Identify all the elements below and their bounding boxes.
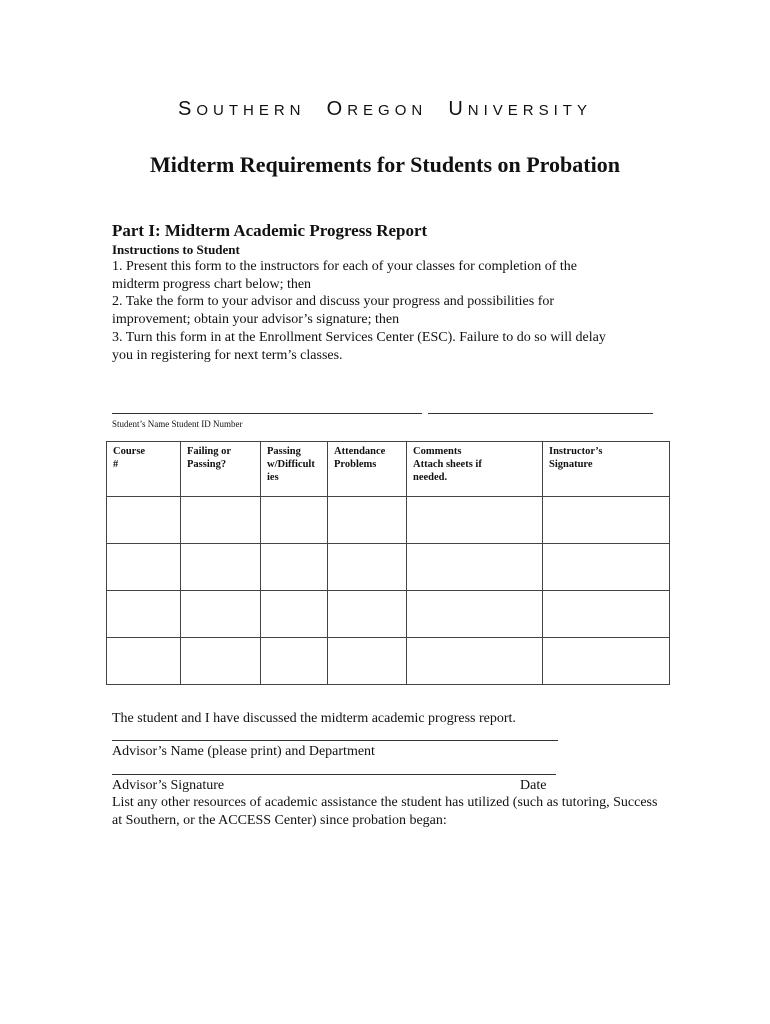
instruction-line: you in registering for next term’s classes. [112,348,343,363]
advisor-name-label: Advisor’s Name (please print) and Department [112,744,375,759]
table-cell[interactable] [543,591,670,638]
advisor-signature-line[interactable] [112,774,556,775]
table-cell[interactable] [543,497,670,544]
table-cell[interactable] [407,544,543,591]
progress-table [106,441,670,685]
advisor-name-line[interactable] [112,740,558,741]
header-instructor-signature: Instructor’s Signature [543,442,670,497]
table-cell[interactable] [328,497,407,544]
instruction-line: 2. Take the form to your advisor and discuss your progress and possibilities for [112,294,555,309]
table-row [107,544,670,591]
header-comments: Comments Attach sheets if needed. [407,442,543,497]
table-cell[interactable] [543,544,670,591]
table-cell[interactable] [261,591,328,638]
table-cell[interactable] [107,497,181,544]
table-cell[interactable] [328,591,407,638]
header-passing-difficulties: Passing w/Difficult ies [261,442,328,497]
header-failing-passing: Failing or Passing? [181,442,261,497]
header-course: Course # [107,442,181,497]
advisor-signature-label: Advisor’s Signature [112,778,225,793]
instruction-line: 3. Turn this form in at the Enrollment Services Center (ESC). Failure to do so will delay [112,330,606,345]
table-cell[interactable] [407,591,543,638]
discussed-statement: The student and I have discussed the midterm academic progress report. [112,711,516,726]
table-cell[interactable] [107,544,181,591]
header-attendance: Attendance Problems [328,442,407,497]
student-name-line[interactable] [112,413,422,414]
date-label: Date [520,778,547,793]
table-cell[interactable] [261,638,328,685]
document-title: Midterm Requirements for Students on Probation [150,152,620,177]
table-cell[interactable] [543,638,670,685]
instruction-line: 1. Present this form to the instructors for each of your classes for completion of the [112,259,577,274]
table-row [107,497,670,544]
university-word-2: OREGON [326,98,428,120]
table-row [107,638,670,685]
table-row [107,591,670,638]
resources-line: List any other resources of academic assistance the student has utilized (such as tutoring, Success [112,795,658,810]
table-cell[interactable] [181,544,261,591]
resources-line: at Southern, or the ACCESS Center) since probation began: [112,813,447,828]
table-cell[interactable] [261,544,328,591]
table-cell[interactable] [407,497,543,544]
part-heading: Part I: Midterm Academic Progress Report [112,221,428,240]
university-word-3: UNIVERSITY [448,98,592,120]
table-cell[interactable] [328,638,407,685]
table-cell[interactable] [328,544,407,591]
table-header-row [107,442,670,497]
table-cell[interactable] [407,638,543,685]
table-cell[interactable] [261,497,328,544]
student-id-line[interactable] [428,413,653,414]
table-cell[interactable] [181,497,261,544]
instructions-heading: Instructions to Student [112,242,240,257]
instruction-line: midterm progress chart below; then [112,277,312,292]
instruction-line: improvement; obtain your advisor’s signature; then [112,312,400,327]
university-word-1: SOUTHERN [178,98,306,120]
table-cell[interactable] [107,638,181,685]
table-cell[interactable] [181,638,261,685]
table-cell[interactable] [107,591,181,638]
university-name [0,98,770,121]
table-cell[interactable] [181,591,261,638]
student-fields-label: Student’s Name Student ID Number [112,419,243,429]
